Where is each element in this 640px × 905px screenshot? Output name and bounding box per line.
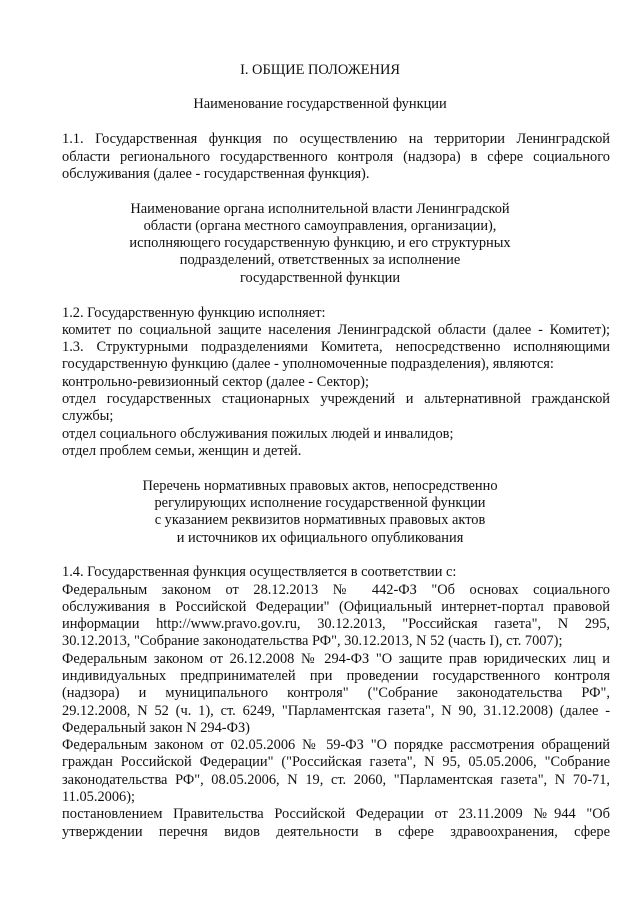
paragraph-1-4-line: Федеральным законом от 28.12.2013 № 442-ФЗ "Об основах социального bbox=[62, 582, 610, 598]
paragraph-1-4-line: информации http://www.pravo.gov.ru, 30.12.2013, "Российская газета", N 295, bbox=[62, 616, 610, 632]
paragraph-1-4-line: 1.4. Государственная функция осуществляется в соответствии с: bbox=[62, 564, 457, 580]
subheading-function-name: Наименование государственной функции bbox=[193, 96, 447, 112]
paragraph-1-3-line: 1.3. Структурными подразделениями Комитета, непосредственно исполняющими bbox=[62, 339, 610, 355]
paragraph-1-4-line: индивидуальных предпринимателей при проведении государственного контроля bbox=[62, 668, 610, 684]
subheading-legal-acts-line: регулирующих исполнение государственной функции bbox=[154, 495, 486, 511]
paragraph-1-4-line: обслуживания в Российской Федерации" (Официальный интернет-портал правовой bbox=[62, 599, 610, 615]
paragraph-1-2-line: комитет по социальной защите населения Ленинградской области (далее - Комитет); bbox=[62, 322, 610, 338]
paragraph-1-4-line: (надзора) и муниципального контроля" ("Собрание законодательства РФ", bbox=[62, 685, 610, 701]
paragraph-1-4-line: постановлением Правительства Российской Федерации от 23.11.2009 №944 "Об bbox=[62, 806, 610, 822]
paragraph-1-4-line: 11.05.2006); bbox=[62, 789, 136, 805]
paragraph-1-4-line: Федеральным законом от 02.05.2006 № 59-ФЗ "О порядке рассмотрения обращений bbox=[62, 737, 610, 753]
paragraph-1-1-line: области регионального государственного контроля (надзора) в сфере социального bbox=[62, 149, 610, 165]
paragraph-1-4-line: 30.12.2013, "Собрание законодательства РФ", 30.12.2013, N 52 (часть I), ст. 7007); bbox=[62, 633, 563, 649]
paragraph-1-3-line: службы; bbox=[62, 408, 114, 424]
paragraph-1-4-line: Федеральным законом от 26.12.2008 № 294-ФЗ "О защите прав юридических лиц и bbox=[62, 651, 610, 667]
subheading-legal-acts-line: Перечень нормативных правовых актов, непосредственно bbox=[142, 478, 498, 494]
paragraph-1-3-line: отдел социального обслуживания пожилых людей и инвалидов; bbox=[62, 426, 454, 442]
subheading-authority-line: государственной функции bbox=[239, 270, 401, 286]
section-title: I. ОБЩИЕ ПОЛОЖЕНИЯ bbox=[240, 62, 400, 78]
subheading-authority-line: области (органа местного самоуправления, организации), bbox=[143, 218, 497, 234]
subheading-legal-acts-line: и источников их официального опубликования bbox=[176, 530, 464, 546]
subheading-authority-line: исполняющего государственную функцию, и его структурных bbox=[129, 235, 511, 251]
paragraph-1-3-line: государственную функцию (далее - уполномоченные подразделения), являются: bbox=[62, 356, 554, 372]
paragraph-1-4-line: законодательства РФ", 08.05.2006, N 19, ст. 2060, "Парламентская газета", N 70-71, bbox=[62, 772, 610, 788]
paragraph-1-4-line: Федеральный закон N 294-ФЗ) bbox=[62, 720, 250, 736]
paragraph-1-3-line: отдел проблем семьи, женщин и детей. bbox=[62, 443, 302, 459]
paragraph-1-4-line: утверждении перечня видов деятельности в сфере здравоохранения, сфере bbox=[62, 824, 610, 840]
paragraph-1-1-line: обслуживания (далее - государственная функция). bbox=[62, 166, 370, 182]
paragraph-1-3-line: отдел государственных стационарных учреждений и альтернативной гражданской bbox=[62, 391, 610, 407]
paragraph-1-4-line: граждан Российской Федерации" ("Российская газета", N 95, 05.05.2006, "Собрание bbox=[62, 754, 610, 770]
subheading-authority-line: Наименование органа исполнительной власти Ленинградской bbox=[130, 201, 510, 217]
subheading-authority-line: подразделений, ответственных за исполнение bbox=[179, 252, 461, 268]
paragraph-1-3-line: контрольно-ревизионный сектор (далее - Сектор); bbox=[62, 374, 369, 390]
paragraph-1-2-line: 1.2. Государственную функцию исполняет: bbox=[62, 305, 326, 321]
paragraph-1-1-line: 1.1. Государственная функция по осуществлению на территории Ленинградской bbox=[62, 131, 610, 147]
subheading-legal-acts-line: с указанием реквизитов нормативных правовых актов bbox=[154, 512, 486, 528]
paragraph-1-4-line: 29.12.2008, N 52 (ч. 1), ст. 6249, "Парламентская газета", N 90, 31.12.2008) (далее - bbox=[62, 703, 610, 719]
